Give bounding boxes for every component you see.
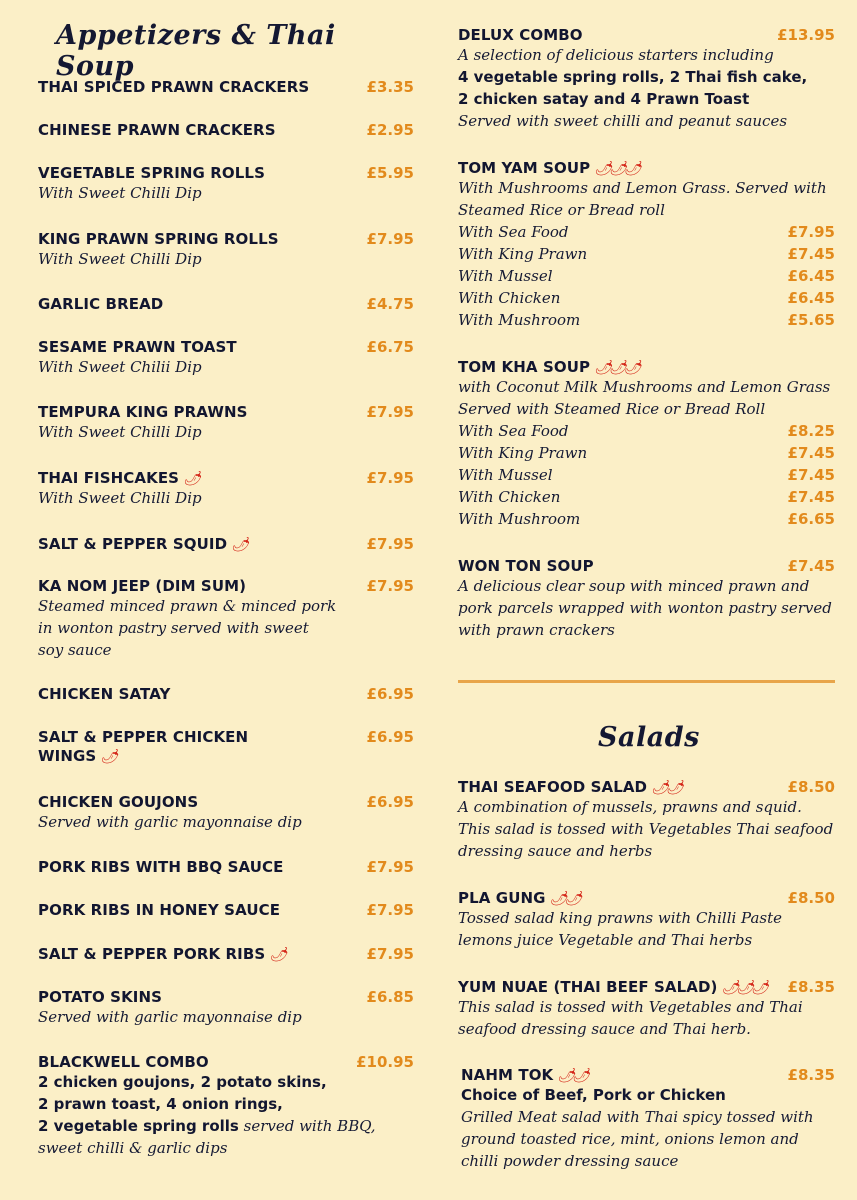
item-description-line: This salad is tossed with Vegetables and Thai — [458, 998, 803, 1016]
item-name: VEGETABLE SPRING ROLLS — [38, 164, 265, 182]
chili-pepper-icon: 🌶 — [183, 470, 198, 487]
menu-item — [38, 988, 414, 1028]
option-label: With Mushroom — [458, 510, 581, 528]
menu-item-won-ton — [458, 557, 835, 641]
item-name: YUM NUAE (THAI BEEF SALAD) — [458, 978, 718, 996]
item-price: £8.35 — [787, 978, 835, 996]
option-row — [458, 221, 835, 243]
chili-pepper-icon: 🌶🌶 — [549, 890, 580, 907]
item-description: With Sweet Chilli Dip — [38, 184, 202, 202]
item-name: GARLIC BREAD — [38, 295, 164, 313]
option-row — [458, 486, 835, 508]
menu-item — [38, 295, 414, 313]
menu-item — [461, 1065, 835, 1172]
option-row — [458, 309, 835, 331]
item-name: CHICKEN GOUJONS — [38, 793, 199, 811]
item-name: PLA GUNG — [458, 889, 546, 907]
item-description-line: with Coconut Milk Mushrooms and Lemon Grass — [458, 378, 831, 396]
item-price: £13.95 — [777, 26, 835, 44]
menu-item-delux-combo — [458, 26, 835, 132]
option-row — [458, 420, 835, 442]
item-description: With Sweet Chilli Dip — [38, 250, 202, 268]
item-price: £6.95 — [366, 793, 414, 811]
option-price: £7.95 — [787, 223, 835, 241]
item-description-line: lemons juice Vegetable and Thai herbs — [458, 931, 753, 949]
item-name: TOM KHA SOUP — [458, 358, 591, 376]
option-label: With Mussel — [458, 466, 553, 484]
option-label: With Sea Food — [458, 422, 569, 440]
item-description-line: seafood dressing sauce and Thai herb. — [458, 1020, 751, 1038]
item-price: £6.75 — [366, 338, 414, 356]
item-name: TEMPURA KING PRAWNS — [38, 403, 248, 421]
item-name: POTATO SKINS — [38, 988, 163, 1006]
chili-pepper-icon: 🌶 — [231, 536, 246, 553]
menu-item-tom-kha — [458, 357, 835, 530]
item-price: £7.95 — [366, 858, 414, 876]
item-price: £8.50 — [787, 778, 835, 796]
item-description-line: Grilled Meat salad with Thai spicy tossed with — [461, 1108, 814, 1126]
item-price: £8.50 — [787, 889, 835, 907]
combo-line: 2 vegetable spring rolls — [38, 1117, 239, 1135]
item-description-line: with prawn crackers — [458, 621, 615, 639]
item-name: SALT & PEPPER SQUID — [38, 535, 228, 553]
item-description-line: chilli powder dressing sauce — [461, 1152, 679, 1170]
item-price: £8.35 — [787, 1066, 835, 1084]
item-name: KA NOM JEEP (DIM SUM) — [38, 577, 247, 595]
item-description-line: pork parcels wrapped with wonton pastry served — [458, 599, 832, 617]
menu-item — [458, 977, 835, 1040]
item-price: £7.95 — [366, 901, 414, 919]
item-name: SALT & PEPPER PORK RIBS — [38, 945, 266, 963]
menu-item — [38, 793, 414, 833]
item-description-line: ground toasted rice, mint, onions lemon and — [461, 1130, 799, 1148]
option-label: With Chicken — [458, 488, 561, 506]
item-description: Served with garlic mayonnaise dip — [38, 813, 302, 831]
chili-pepper-icon: 🌶 — [269, 946, 285, 963]
menu-item — [38, 534, 414, 553]
option-price: £7.45 — [787, 245, 835, 263]
option-price: £7.45 — [787, 444, 835, 462]
item-price: £6.95 — [366, 728, 414, 746]
menu-item — [38, 230, 414, 270]
option-row — [458, 287, 835, 309]
chili-pepper-icon: 🌶🌶🌶 — [594, 359, 639, 376]
item-name: PORK RIBS IN HONEY SAUCE — [38, 901, 281, 919]
item-name: THAI SEAFOOD SALAD — [458, 778, 648, 796]
menu-item — [458, 888, 835, 951]
menu-item — [38, 468, 414, 509]
option-label: With King Prawn — [458, 245, 588, 263]
chili-pepper-icon: 🌶🌶🌶 — [594, 160, 639, 177]
item-description-line: in wonton pastry served with sweet — [38, 619, 309, 637]
item-name: CHINESE PRAWN CRACKERS — [38, 121, 276, 139]
item-description-line: soy sauce — [38, 641, 112, 659]
item-description-line: A delicious clear soup with minced prawn and — [458, 577, 810, 595]
item-name: DELUX COMBO — [458, 26, 583, 44]
item-price: £7.95 — [366, 469, 414, 487]
item-price: £10.95 — [356, 1053, 414, 1071]
item-name: WON TON SOUP — [458, 557, 594, 575]
item-name: SESAME PRAWN TOAST — [38, 338, 237, 356]
menu-item — [38, 121, 414, 139]
item-description: Served with sweet chilli and peanut sauces — [458, 112, 788, 130]
item-description: A selection of delicious starters including — [458, 46, 774, 64]
item-price: £3.35 — [366, 78, 414, 96]
combo-line-italic: served with BBQ, — [238, 1117, 376, 1135]
option-label: With Mushroom — [458, 311, 581, 329]
menu-item — [38, 858, 414, 876]
menu-item — [38, 944, 414, 963]
item-name: THAI FISHCAKES — [38, 469, 180, 487]
item-description: With Sweet Chilii Dip — [38, 358, 202, 376]
item-price: £7.95 — [366, 230, 414, 248]
item-name: BLACKWELL COMBO — [38, 1053, 209, 1071]
item-name: SALT & PEPPER CHICKEN — [38, 728, 249, 746]
item-name: TOM YAM SOUP — [458, 159, 591, 177]
option-label: With King Prawn — [458, 444, 588, 462]
menu-item — [38, 164, 414, 204]
item-description-line: A combination of mussels, prawns and squid. — [458, 798, 802, 816]
option-price: £6.45 — [787, 289, 835, 307]
item-description: sweet chilli & garlic dips — [38, 1139, 228, 1157]
item-name-line-2: WINGS — [38, 747, 97, 765]
menu-item — [458, 777, 835, 862]
option-row — [458, 464, 835, 486]
combo-line: 2 prawn toast, 4 onion rings, — [38, 1095, 283, 1113]
menu-item — [38, 577, 414, 661]
option-row — [458, 442, 835, 464]
section-divider — [458, 680, 835, 683]
option-label: With Chicken — [458, 289, 561, 307]
combo-line: 2 chicken satay and 4 Prawn Toast — [458, 90, 750, 108]
combo-line: 2 chicken goujons, 2 potato skins, — [38, 1073, 327, 1091]
menu-item — [38, 728, 414, 765]
option-price: £5.65 — [787, 311, 835, 329]
chili-pepper-icon: 🌶🌶 — [557, 1067, 587, 1084]
option-price: £7.45 — [787, 466, 835, 484]
item-name: THAI SPICED PRAWN CRACKERS — [38, 78, 310, 96]
menu-item — [38, 78, 414, 96]
menu-item — [38, 403, 414, 443]
menu-item — [38, 901, 414, 919]
item-description-line: Served with Steamed Rice or Bread Roll — [458, 400, 766, 418]
option-row — [458, 265, 835, 287]
item-price: £2.95 — [366, 121, 414, 139]
item-price: £6.85 — [366, 988, 414, 1006]
option-row — [458, 243, 835, 265]
item-description-line: This salad is tossed with Vegetables Thai seafood — [458, 820, 834, 838]
salads-section-title: Salads — [598, 722, 700, 753]
option-price: £7.45 — [787, 488, 835, 506]
option-label: With Sea Food — [458, 223, 569, 241]
item-price: £6.95 — [366, 685, 414, 703]
item-price: £4.75 — [366, 295, 414, 313]
item-name: NAHM TOK — [461, 1066, 554, 1084]
item-description-line: dressing sauce and herbs — [458, 842, 653, 860]
item-description-line: With Mushrooms and Lemon Grass. Served with — [458, 179, 827, 197]
chili-pepper-icon: 🌶🌶🌶 — [721, 979, 766, 996]
item-price: £7.95 — [366, 403, 414, 421]
item-choice: Choice of Beef, Pork or Chicken — [461, 1086, 726, 1104]
item-description-line: Tossed salad king prawns with Chilli Paste — [458, 909, 783, 927]
item-price: £5.95 — [366, 164, 414, 182]
option-price: £8.25 — [787, 422, 835, 440]
option-price: £6.65 — [787, 510, 835, 528]
item-name: KING PRAWN SPRING ROLLS — [38, 230, 279, 248]
menu-item-tom-yam — [458, 158, 835, 331]
item-description: With Sweet Chilli Dip — [38, 489, 202, 507]
chili-pepper-icon: 🌶 — [100, 748, 116, 765]
item-description: Served with garlic mayonnaise dip — [38, 1008, 302, 1026]
option-price: £6.45 — [787, 267, 835, 285]
item-price: £7.95 — [366, 577, 414, 595]
option-row — [458, 508, 835, 530]
item-price: £7.95 — [366, 535, 414, 553]
item-description-line: Steamed Rice or Bread roll — [458, 201, 665, 219]
item-price: £7.45 — [787, 557, 835, 575]
item-description: With Sweet Chilli Dip — [38, 423, 202, 441]
chili-pepper-icon: 🌶🌶 — [651, 779, 681, 796]
item-price: £7.95 — [366, 945, 414, 963]
item-description-line: Steamed minced prawn & minced pork — [38, 597, 337, 615]
combo-line: 4 vegetable spring rolls, 2 Thai fish cake, — [458, 68, 808, 86]
menu-item — [38, 1053, 414, 1159]
menu-item — [38, 338, 414, 378]
option-label: With Mussel — [458, 267, 553, 285]
appetizers-section-title: Appetizers & Thai Soup — [56, 20, 336, 82]
menu-item — [38, 685, 414, 703]
item-name: PORK RIBS WITH BBQ SAUCE — [38, 858, 284, 876]
item-name: CHICKEN SATAY — [38, 685, 171, 703]
